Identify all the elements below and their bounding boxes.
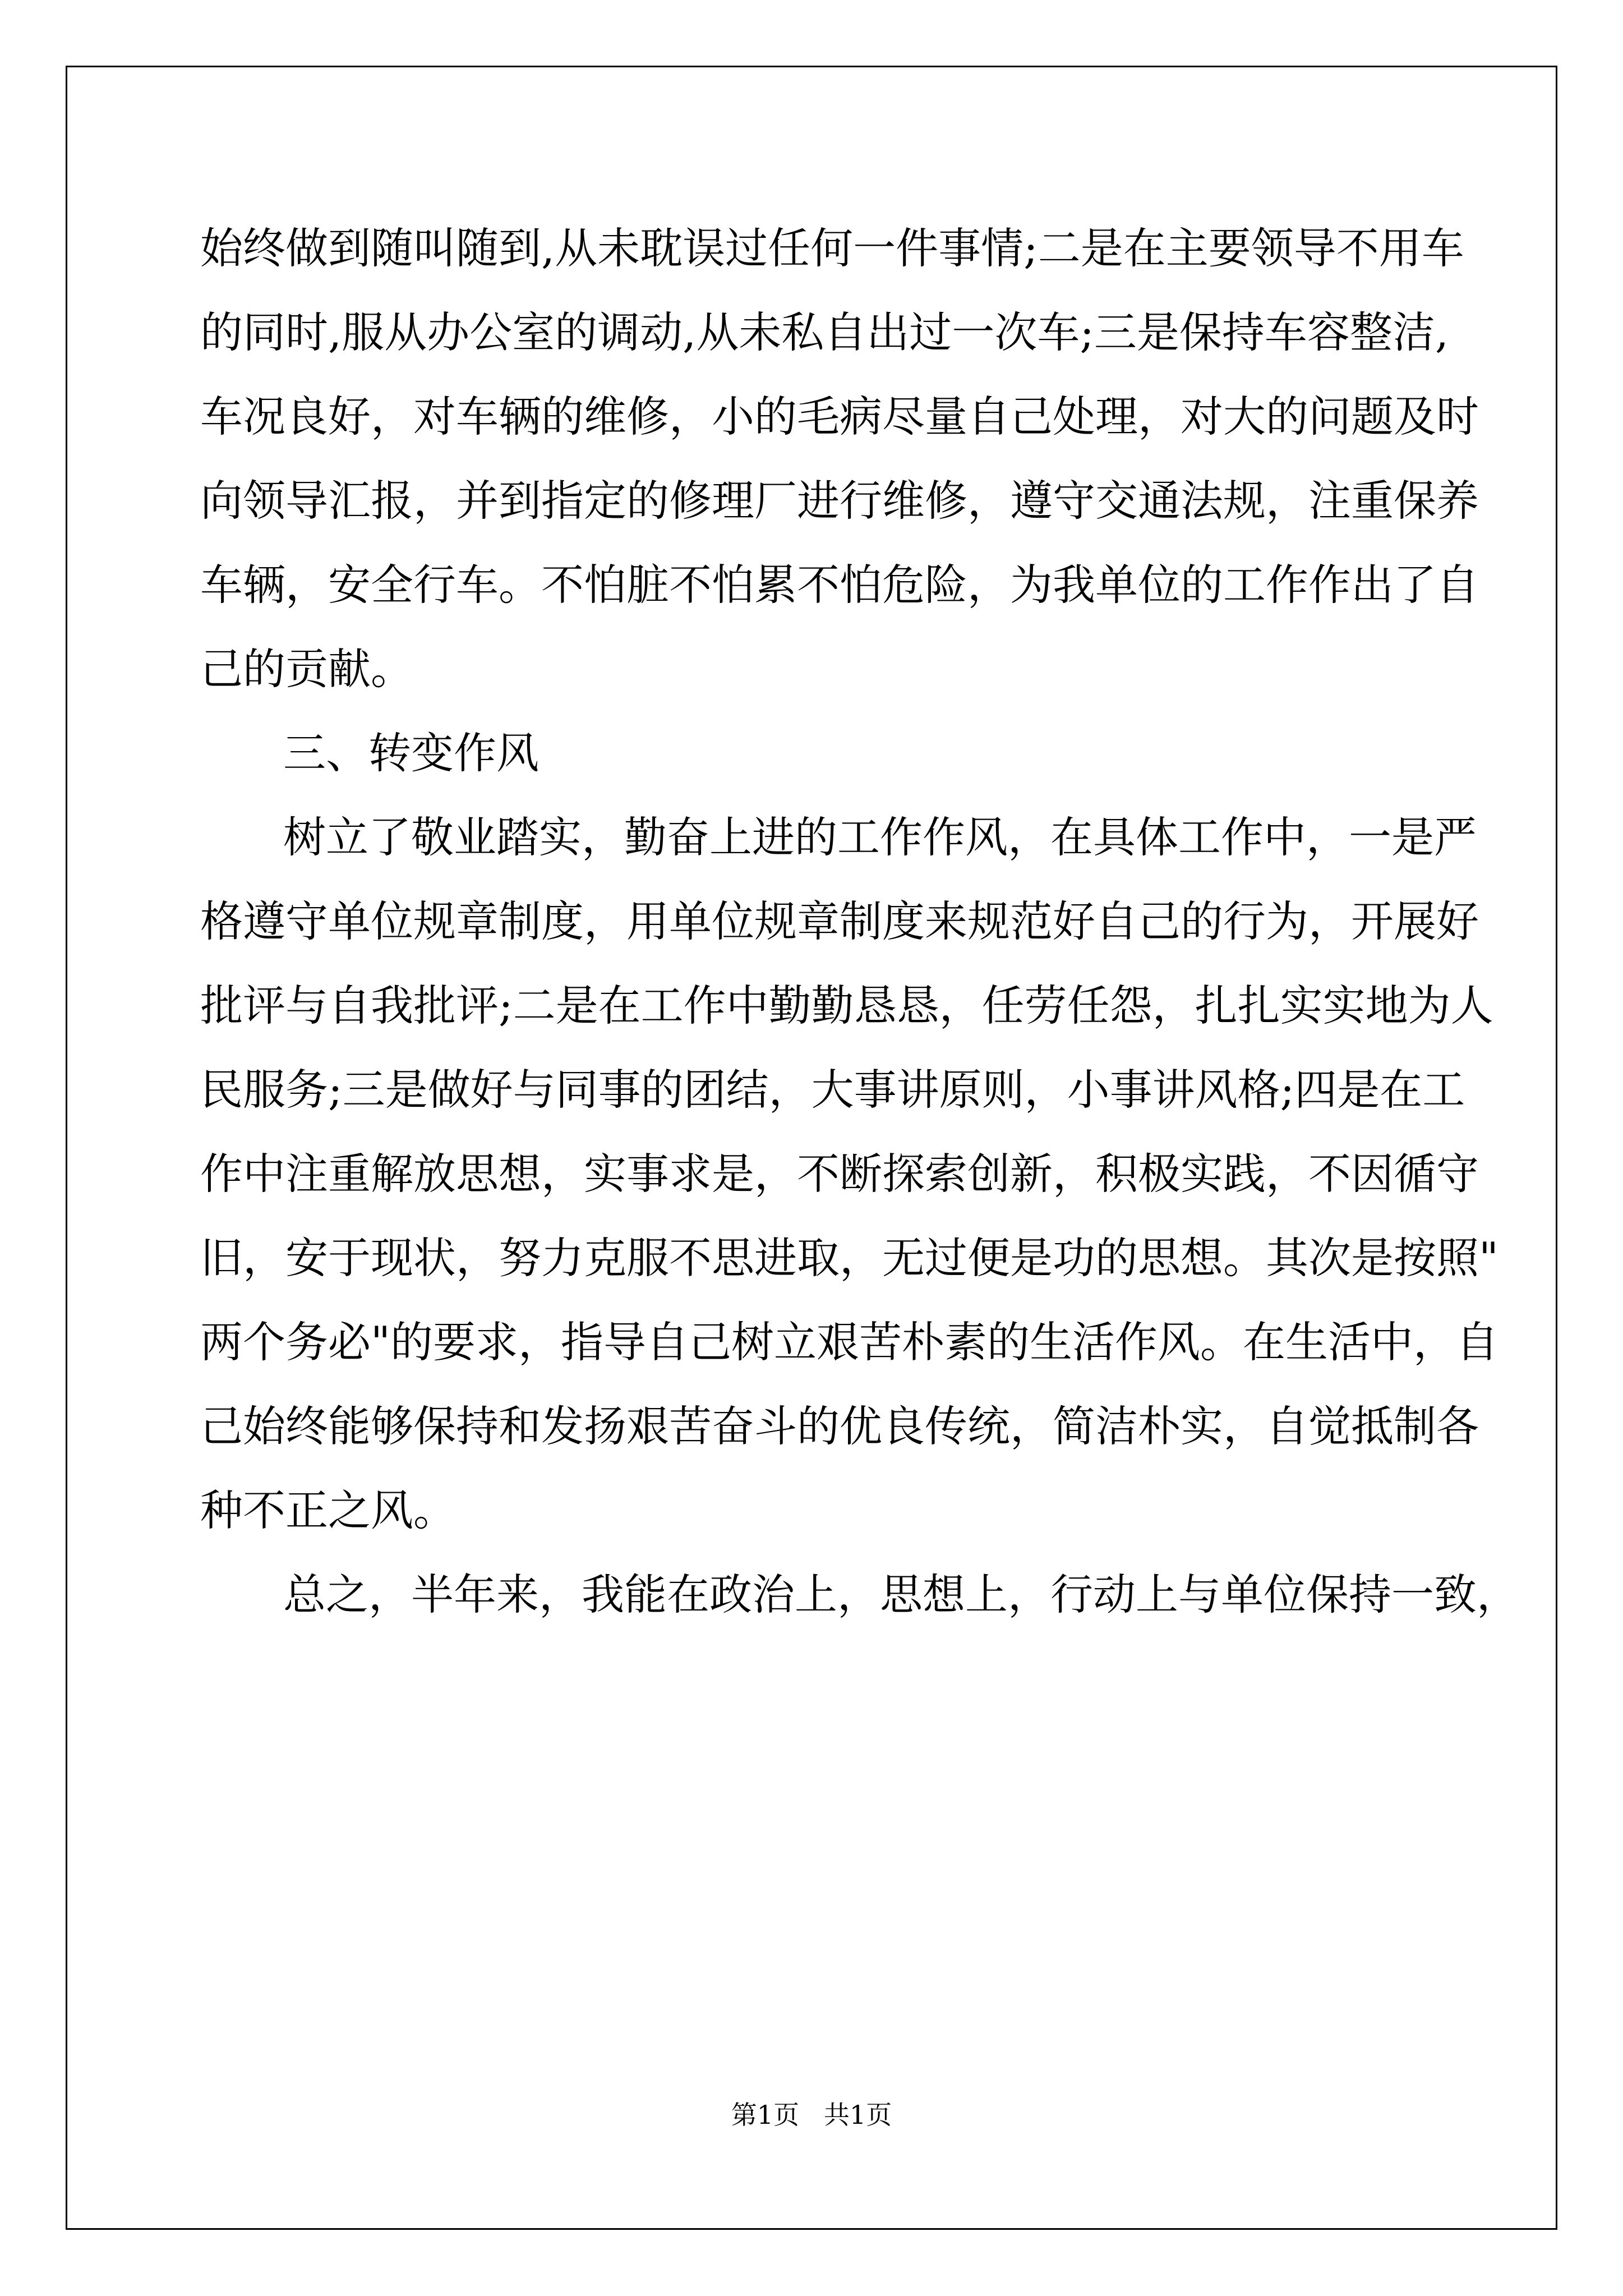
text-line: 格遵守单位规章制度，用单位规章制度来规范好自己的行为，开展好	[200, 896, 1479, 946]
text-line: 车况良好，对车辆的维修，小的毛病尽量自己处理，对大的问题及时	[200, 392, 1479, 441]
text-line: 车辆，安全行车。不怕脏不怕累不怕危险，为我单位的工作作出了自	[200, 560, 1479, 610]
text-line: 己始终能够保持和发扬艰苦奋斗的优良传统，简洁朴实，自觉抵制各	[200, 1401, 1479, 1451]
text-line: 己的贡献。	[200, 644, 413, 694]
text-line: 两个务必"的要求，指导自己树立艰苦朴素的生活作风。在生活中，自	[200, 1317, 1498, 1367]
text-line: 总之，半年来，我能在政治上，思想上，行动上与单位保持一致，	[283, 1570, 1519, 1619]
page-number-footer: 第1页 共1页	[731, 2100, 892, 2130]
text-line: 的同时,服从办公室的调动,从未私自出过一次车;三是保持车容整洁,	[200, 307, 1449, 357]
text-line: 作中注重解放思想，实事求是，不断探索创新，积极实践，不因循守	[200, 1149, 1479, 1199]
text-line: 向领导汇报，并到指定的修理厂进行维修，遵守交通法规，注重保养	[200, 476, 1479, 526]
text-line: 种不正之风。	[200, 1485, 456, 1535]
text-line: 旧，安于现状，努力克服不思进取，无过便是功的思想。其次是按照"	[200, 1233, 1498, 1283]
text-line: 批评与自我批评;二是在工作中勤勤恳恳，任劳任怨，扎扎实实地为人	[200, 981, 1493, 1030]
text-line: 始终做到随叫随到,从未耽误过任何一件事情;二是在主要领导不用车	[200, 223, 1464, 273]
section-heading: 三、转变作风	[283, 728, 539, 778]
text-line: 树立了敬业踏实，勤奋上进的工作作风，在具体工作中，一是严	[283, 812, 1477, 862]
text-line: 民服务;三是做好与同事的团结，大事讲原则，小事讲风格;四是在工	[200, 1065, 1465, 1115]
